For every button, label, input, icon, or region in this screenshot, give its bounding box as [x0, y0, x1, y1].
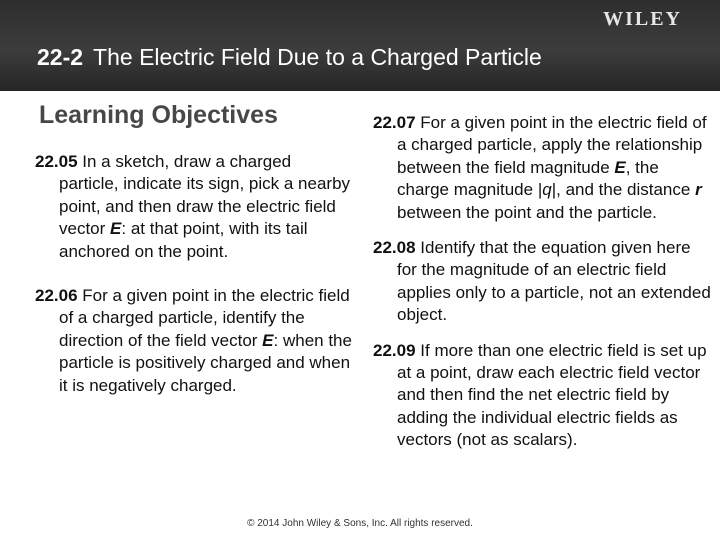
- objective-item: [373, 237, 713, 327]
- wiley-logo: WILEY: [603, 8, 682, 30]
- copyright-footer: © 2014 John Wiley & Sons, Inc. All rights reserved.: [247, 518, 473, 529]
- objective-text: q: [542, 180, 552, 200]
- objective-text: E: [614, 157, 626, 177]
- learning-objectives-heading: Learning Objectives: [39, 101, 278, 129]
- objective-id: 22.06: [35, 286, 78, 306]
- section-number: 22-2: [37, 44, 84, 70]
- objective-text: If more than one electric field is set up at a point, draw each electric field vector and then find the net electric field by adding the individual electric fields as vectors (not as scalars).: [397, 340, 707, 450]
- objective-text: For a given point in the electric field of a charged particle, identify the direction of the field vector: [59, 286, 350, 350]
- objective-id: 22.08: [373, 238, 416, 258]
- objective-text: between the point and the particle.: [397, 202, 657, 222]
- objective-text: r: [695, 180, 702, 200]
- objective-id: 22.07: [373, 113, 416, 132]
- objective-text: , the charge magnitude |: [397, 157, 659, 200]
- objective-id: 22.09: [373, 340, 416, 360]
- objective-text: E: [262, 330, 274, 350]
- objective-text: : when the particle is positively charged and when it is negatively charged.: [59, 330, 352, 395]
- objective-text: Identify that the equation given here for the magnitude of an electric field applies only to a particle, not an extended object.: [397, 238, 711, 325]
- objectives-right-column: [373, 112, 713, 452]
- slide-title: [37, 44, 542, 71]
- objective-text: For a given point in the electric field of a charged particle, apply the relationship between the field magnitude: [397, 113, 707, 177]
- objective-item: [373, 340, 713, 452]
- objective-text: |, and the distance: [551, 180, 696, 200]
- slide-header-bar: [0, 0, 720, 91]
- objective-item: [373, 112, 713, 224]
- section-title: The Electric Field Due to a Charged Particle: [93, 44, 542, 70]
- objective-item: [35, 285, 353, 397]
- objective-text: E: [110, 219, 122, 239]
- objectives-left-column: [35, 151, 353, 397]
- objective-text: : at that point, with its tail anchored on the point.: [59, 219, 308, 261]
- objective-text: In a sketch, draw a charged particle, indicate its sign, pick a nearby point, and then draw the electric field vector: [59, 152, 351, 239]
- objective-id: 22.05: [35, 152, 78, 171]
- objective-item: [35, 151, 353, 263]
